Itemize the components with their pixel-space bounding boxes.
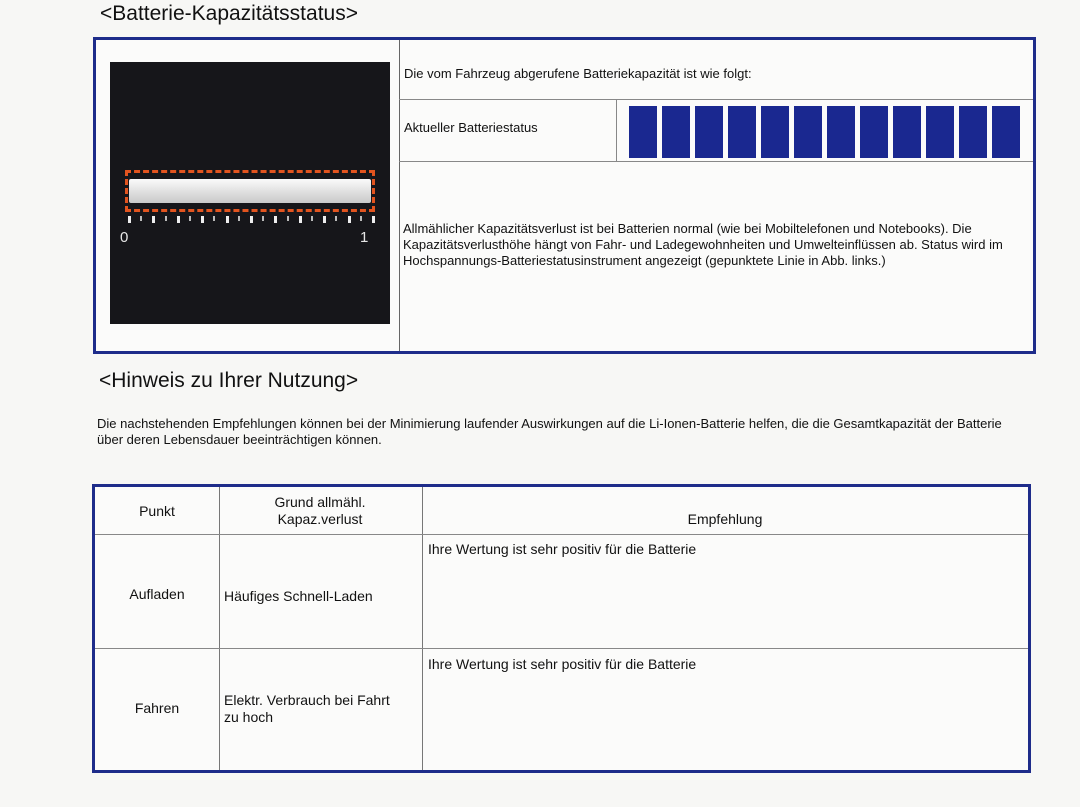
gauge-tick	[165, 216, 167, 221]
gauge-tick	[213, 216, 215, 221]
header-item: Punkt	[139, 503, 175, 519]
gauge-tick	[348, 216, 351, 223]
gauge-tick	[311, 216, 313, 221]
gauge-tick	[238, 216, 240, 221]
gauge-max-label: 1	[360, 229, 369, 246]
table-row-item: Fahren	[134, 700, 180, 716]
capacity-loss-note: Allmählicher Kapazitätsverlust ist bei Batterien normal (wie bei Mobiltelefonen und Notebooks). Die Kapazitätsverlusthöhe hängt von Fahr- und Ladegewohnheiten und Umwelteinflüssen ab. Status wird im Hochspannungs-Batteriestatusinstrument angezeigt (gepunktete Linie in Abb. links.)	[403, 221, 1003, 268]
status-segment	[794, 106, 822, 158]
gauge-tick	[226, 216, 229, 223]
status-segment	[860, 106, 888, 158]
table-row-recommendation: Ihre Wertung ist sehr positiv für die Batterie	[428, 541, 697, 557]
divider	[399, 161, 1033, 162]
header-recommendation: Empfehlung	[687, 511, 763, 527]
table-divider	[422, 487, 423, 770]
recommendation-table	[92, 484, 1031, 773]
gauge-min-label: 0	[120, 229, 129, 246]
status-segment	[893, 106, 921, 158]
gauge-tick	[128, 216, 131, 223]
capacity-info-text: Die vom Fahrzeug abgerufene Batteriekapazität ist wie folgt:	[404, 66, 752, 81]
table-row-reason: Elektr. Verbrauch bei Fahrt zu hoch	[224, 692, 390, 725]
table-row-recommendation: Ihre Wertung ist sehr positiv für die Batterie	[428, 656, 697, 672]
battery-gauge-image	[110, 62, 390, 324]
gauge-tick	[250, 216, 253, 223]
table-row-item: Aufladen	[129, 586, 185, 602]
table-divider	[95, 648, 1028, 649]
divider	[399, 40, 400, 351]
gauge-tick	[140, 216, 142, 221]
gauge-tick	[299, 216, 302, 223]
divider	[399, 99, 1033, 100]
status-segment	[728, 106, 756, 158]
usage-hint-text: Die nachstehenden Empfehlungen können bei der Minimierung laufender Auswirkungen auf die Li-Ionen-Batterie helfen, die die Gesamtkapazität der Batterie über deren Lebensdauer beeinträchtigen können.	[97, 416, 1002, 447]
usage-hint-title: <Hinweis zu Ihrer Nutzung>	[99, 369, 359, 392]
gauge-tick	[335, 216, 337, 221]
status-segment	[695, 106, 723, 158]
gauge-tick	[372, 216, 375, 223]
status-segment	[629, 106, 657, 158]
status-segment	[761, 106, 789, 158]
capacity-status-box	[93, 37, 1036, 354]
status-segment	[662, 106, 690, 158]
header-reason: Grund allmähl. Kapaz.verlust	[274, 494, 366, 527]
current-status-label: Aktueller Batteriestatus	[404, 120, 538, 135]
gauge-tick	[360, 216, 362, 221]
gauge-dashed-highlight	[125, 170, 375, 212]
battery-status-segments	[629, 106, 1020, 158]
gauge-tick	[177, 216, 180, 223]
table-divider	[219, 487, 220, 770]
gauge-tick	[152, 216, 155, 223]
table-divider	[95, 534, 1028, 535]
table-row-reason: Häufiges Schnell-Laden	[224, 588, 373, 604]
status-segment	[926, 106, 954, 158]
capacity-status-title: <Batterie-Kapazitätsstatus>	[100, 2, 358, 25]
gauge-tick	[201, 216, 204, 223]
gauge-tick	[262, 216, 264, 221]
gauge-tick	[323, 216, 326, 223]
status-segment	[992, 106, 1020, 158]
status-segment	[827, 106, 855, 158]
status-segment	[959, 106, 987, 158]
gauge-tick	[274, 216, 277, 223]
gauge-tick	[287, 216, 289, 221]
gauge-tick	[189, 216, 191, 221]
divider	[616, 99, 617, 161]
